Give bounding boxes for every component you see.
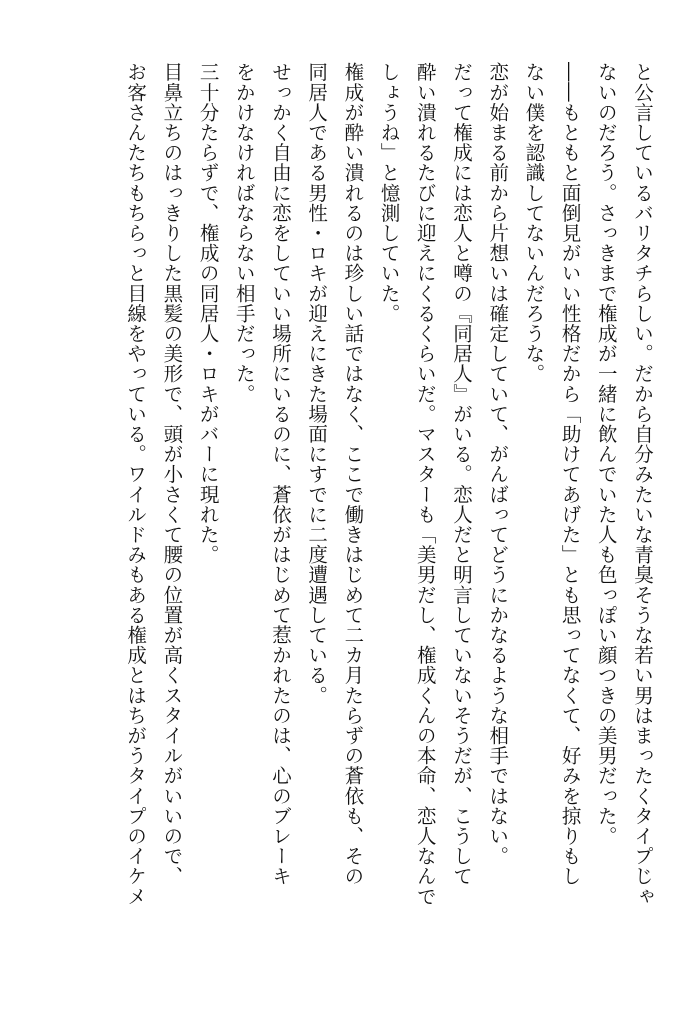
text-line: 酔い潰れるたびに迎えにくるくらいだ。マスターも「美男だし、権成くんの本命、恋人なんで bbox=[413, 62, 437, 907]
text-line: せっかく自由に恋をしていい場所にいるのに、蒼依がはじめて惹かれたのは、心のブレーキ bbox=[268, 62, 292, 887]
text-line: 権成が酔い潰れるのは珍しい話ではなく、ここで働きはじめて二カ月たらずの蒼依も、その bbox=[341, 62, 365, 887]
text-line: ――もともと面倒見がいい性格だから「助けてあげた」とも思ってなくて、好みを掠りもし bbox=[558, 62, 582, 887]
text-line: をかけなければならない相手だった。 bbox=[232, 62, 256, 404]
text-line: 三十分たらずで、権成の同居人・ロキがバーに現れた。 bbox=[196, 62, 220, 565]
text-line: と公言しているバリタチらしい。だから自分みたいな青臭そうな若い男はまったくタイプじゃ bbox=[631, 62, 654, 907]
text-line: 目鼻立ちのはっきりした黒髪の美形で、頭が小さくて腰の位置が高くスタイルがいいので、 bbox=[160, 62, 184, 887]
vertical-text-body bbox=[117, 62, 660, 962]
text-line: しょうね」と憶測していた。 bbox=[377, 62, 401, 324]
text-line: だって権成には恋人と噂の『同居人』がいる。恋人だと明言していないそうだが、こうして bbox=[449, 62, 473, 887]
text-line: 恋が始まる前から片想いは確定していて、がんばってどうにかなるような相手ではない。 bbox=[486, 62, 510, 866]
text-line: ないのだろう。さっきまで権成が一緒に飲んでいた人も色っぽい顔つきの美男だった。 bbox=[594, 62, 618, 846]
text-line: お客さんたちもちらっと目線をやっている。ワイルドみもある権成とはちがうタイプのイケメ bbox=[124, 62, 148, 907]
text-line: ない僕を認識してないんだろうな。 bbox=[522, 62, 546, 384]
text-line: 同居人である男性・ロキが迎えにきた場面にすでに二度遭遇している。 bbox=[305, 62, 329, 706]
